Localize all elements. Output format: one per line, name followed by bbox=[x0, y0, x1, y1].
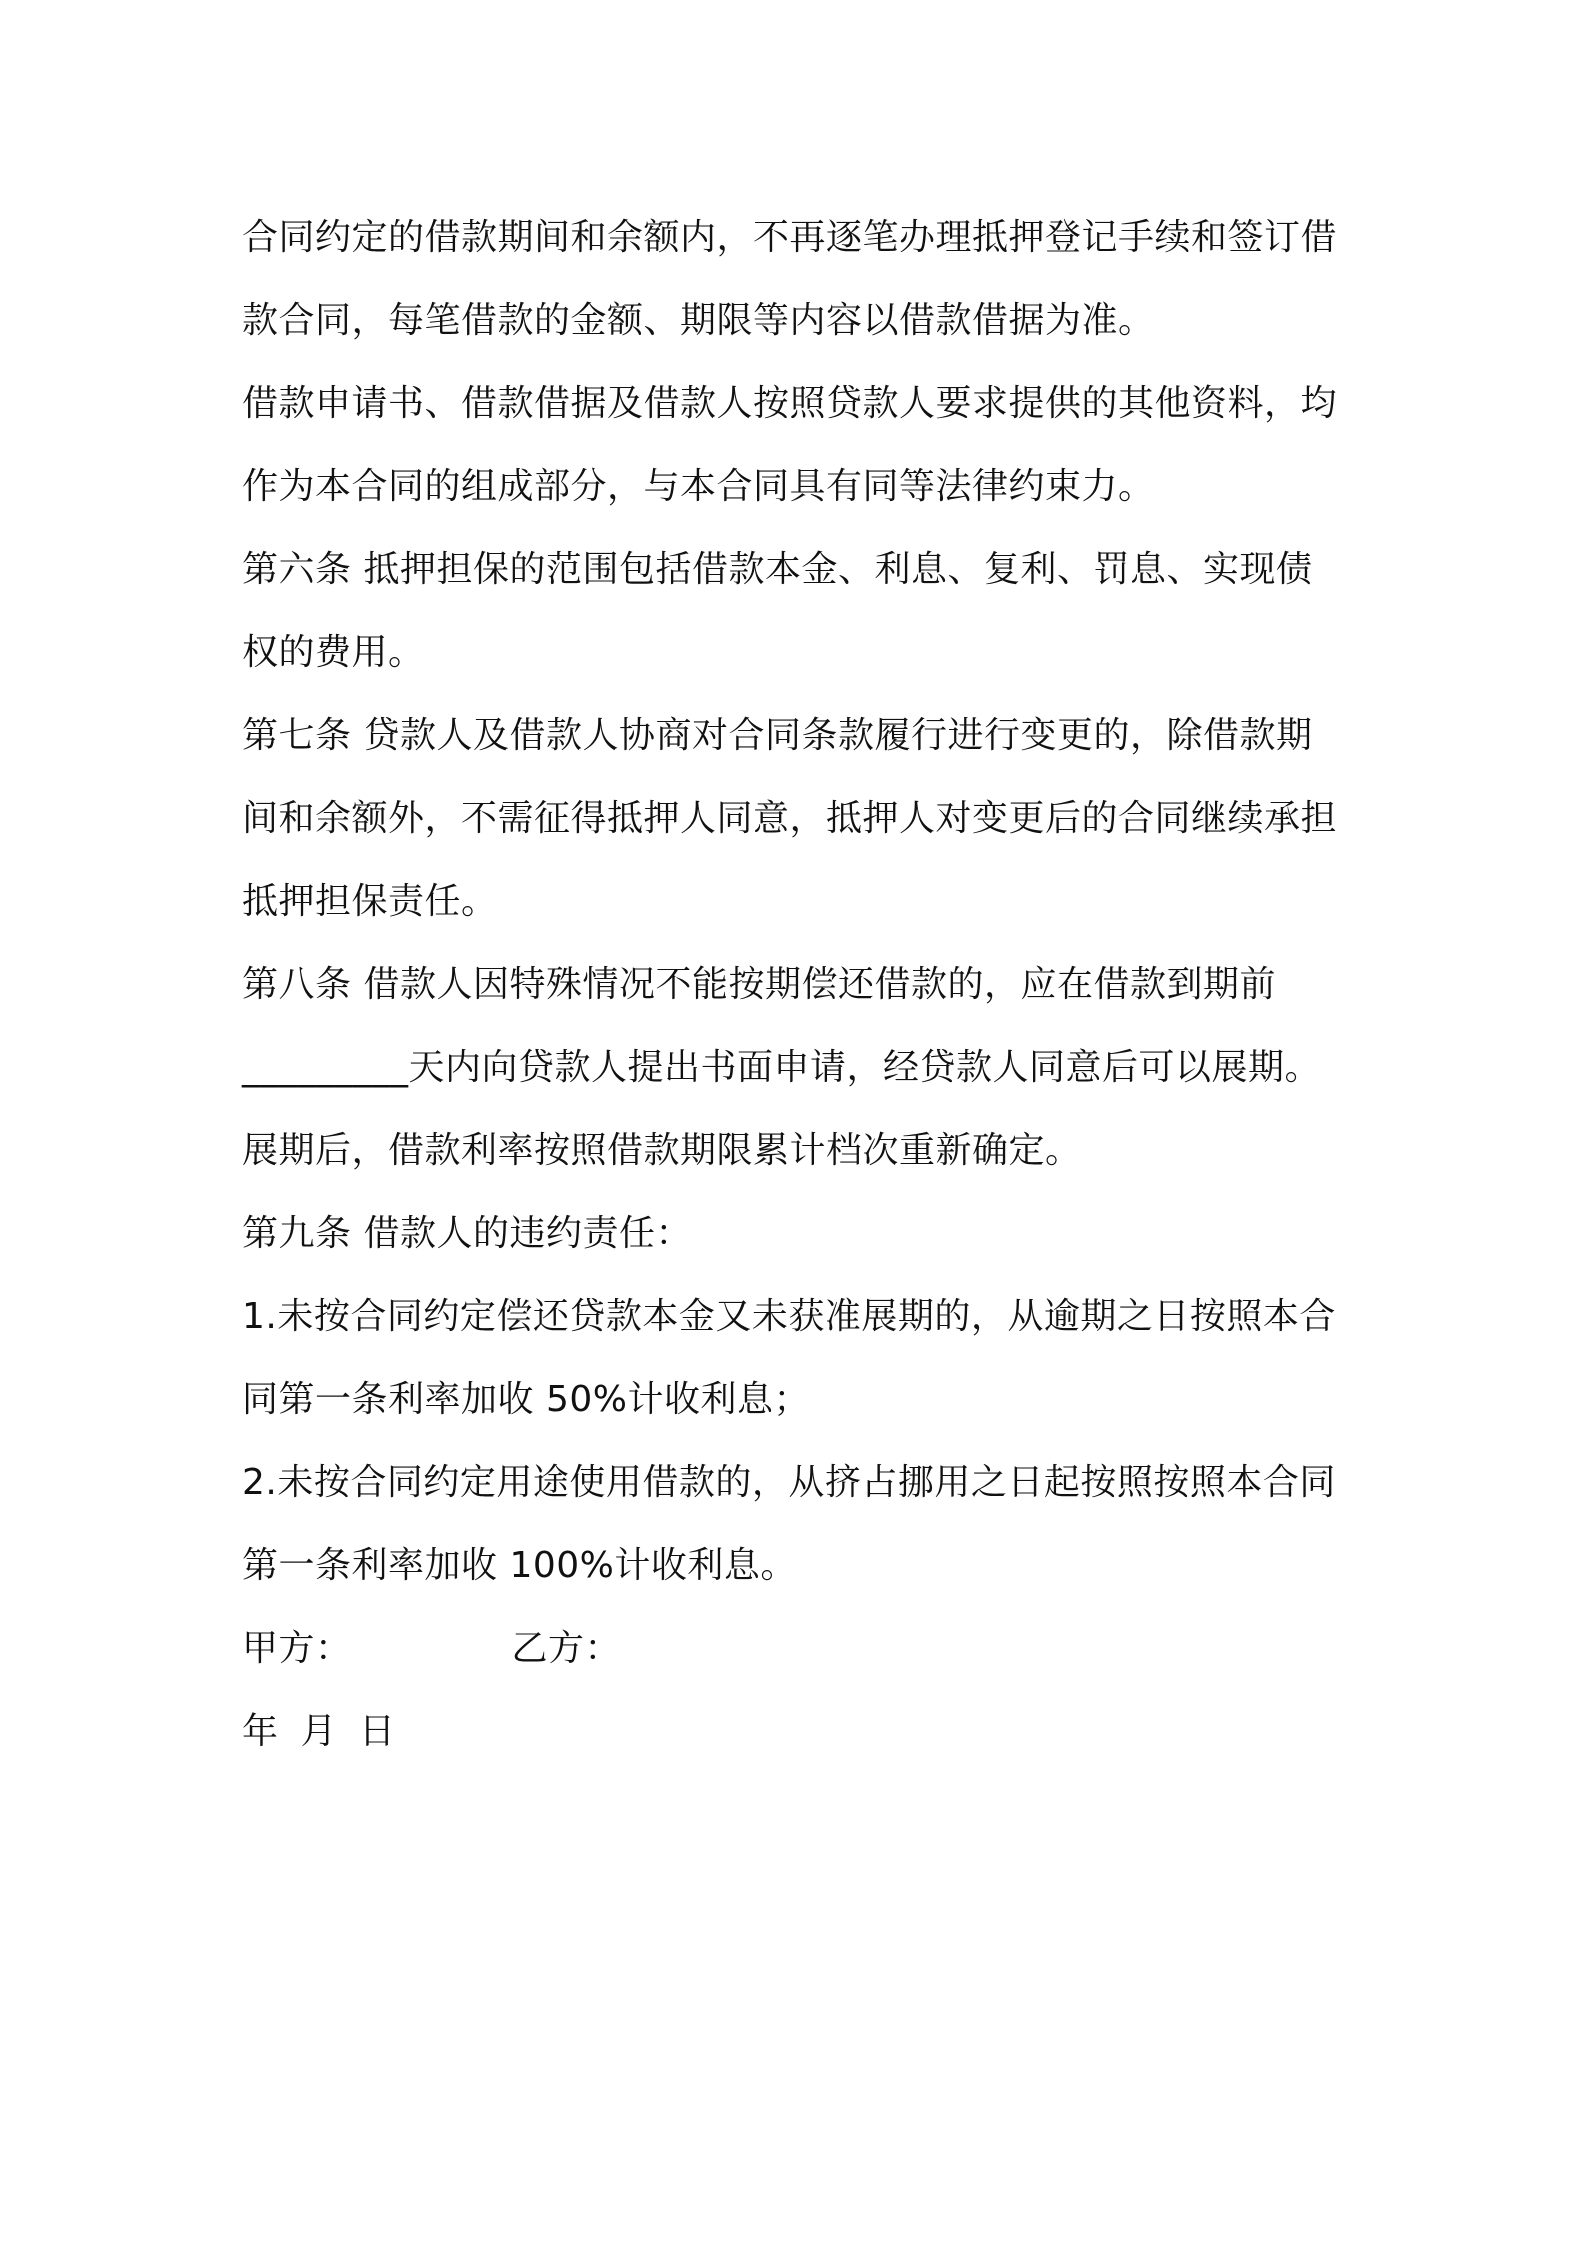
article-9-item-1-line-1: 1.未按合同约定偿还贷款本金又未获准展期的，从逾期之日按照本合 bbox=[242, 1296, 1336, 1337]
article-7-line-1: 第七条 贷款人及借款人协商对合同条款履行进行变更的，除借款期 bbox=[242, 715, 1313, 756]
article-7-line-3: 抵押担保责任。 bbox=[242, 881, 498, 922]
article-8-line-2: _________天内向贷款人提出书面申请，经贷款人同意后可以展期。 bbox=[242, 1047, 1322, 1088]
article-6-line-1: 第六条 抵押担保的范围包括借款本金、利息、复利、罚息、实现债 bbox=[242, 549, 1313, 590]
party-b-label: 乙方： bbox=[511, 1628, 622, 1669]
text-line-4: 作为本合同的组成部分，与本合同具有同等法律约束力。 bbox=[242, 466, 1155, 507]
article-9-item-2-line-2: 第一条利率加收 100%计收利息。 bbox=[242, 1545, 797, 1586]
article-8-line-3: 展期后，借款利率按照借款期限累计档次重新确定。 bbox=[242, 1130, 1082, 1171]
text-line-1: 合同约定的借款期间和余额内，不再逐笔办理抵押登记手续和签订借 bbox=[242, 217, 1338, 258]
article-9-item-2-line-1: 2.未按合同约定用途使用借款的，从挤占挪用之日起按照按照本合同 bbox=[242, 1462, 1336, 1503]
date-month: 月 bbox=[300, 1711, 338, 1752]
article-9-item-1-line-2: 同第一条利率加收 50%计收利息； bbox=[242, 1379, 810, 1420]
article-8-line-1: 第八条 借款人因特殊情况不能按期偿还借款的，应在借款到期前 bbox=[242, 964, 1276, 1005]
article-9-heading: 第九条 借款人的违约责任： bbox=[242, 1213, 692, 1254]
signature-row bbox=[242, 1607, 1358, 1690]
contract-body bbox=[242, 196, 1358, 1773]
date-row bbox=[242, 1690, 1358, 1773]
article-7-line-2: 间和余额外，不需征得抵押人同意，抵押人对变更后的合同继续承担 bbox=[242, 798, 1338, 839]
article-6-line-2: 权的费用。 bbox=[242, 632, 425, 673]
date-day: 日 bbox=[359, 1711, 396, 1752]
party-a-label: 甲方： bbox=[242, 1628, 352, 1669]
date-year: 年 bbox=[242, 1711, 279, 1752]
text-line-2: 款合同，每笔借款的金额、期限等内容以借款借据为准。 bbox=[242, 300, 1155, 341]
text-line-3: 借款申请书、借款借据及借款人按照贷款人要求提供的其他资料，均 bbox=[242, 383, 1338, 424]
